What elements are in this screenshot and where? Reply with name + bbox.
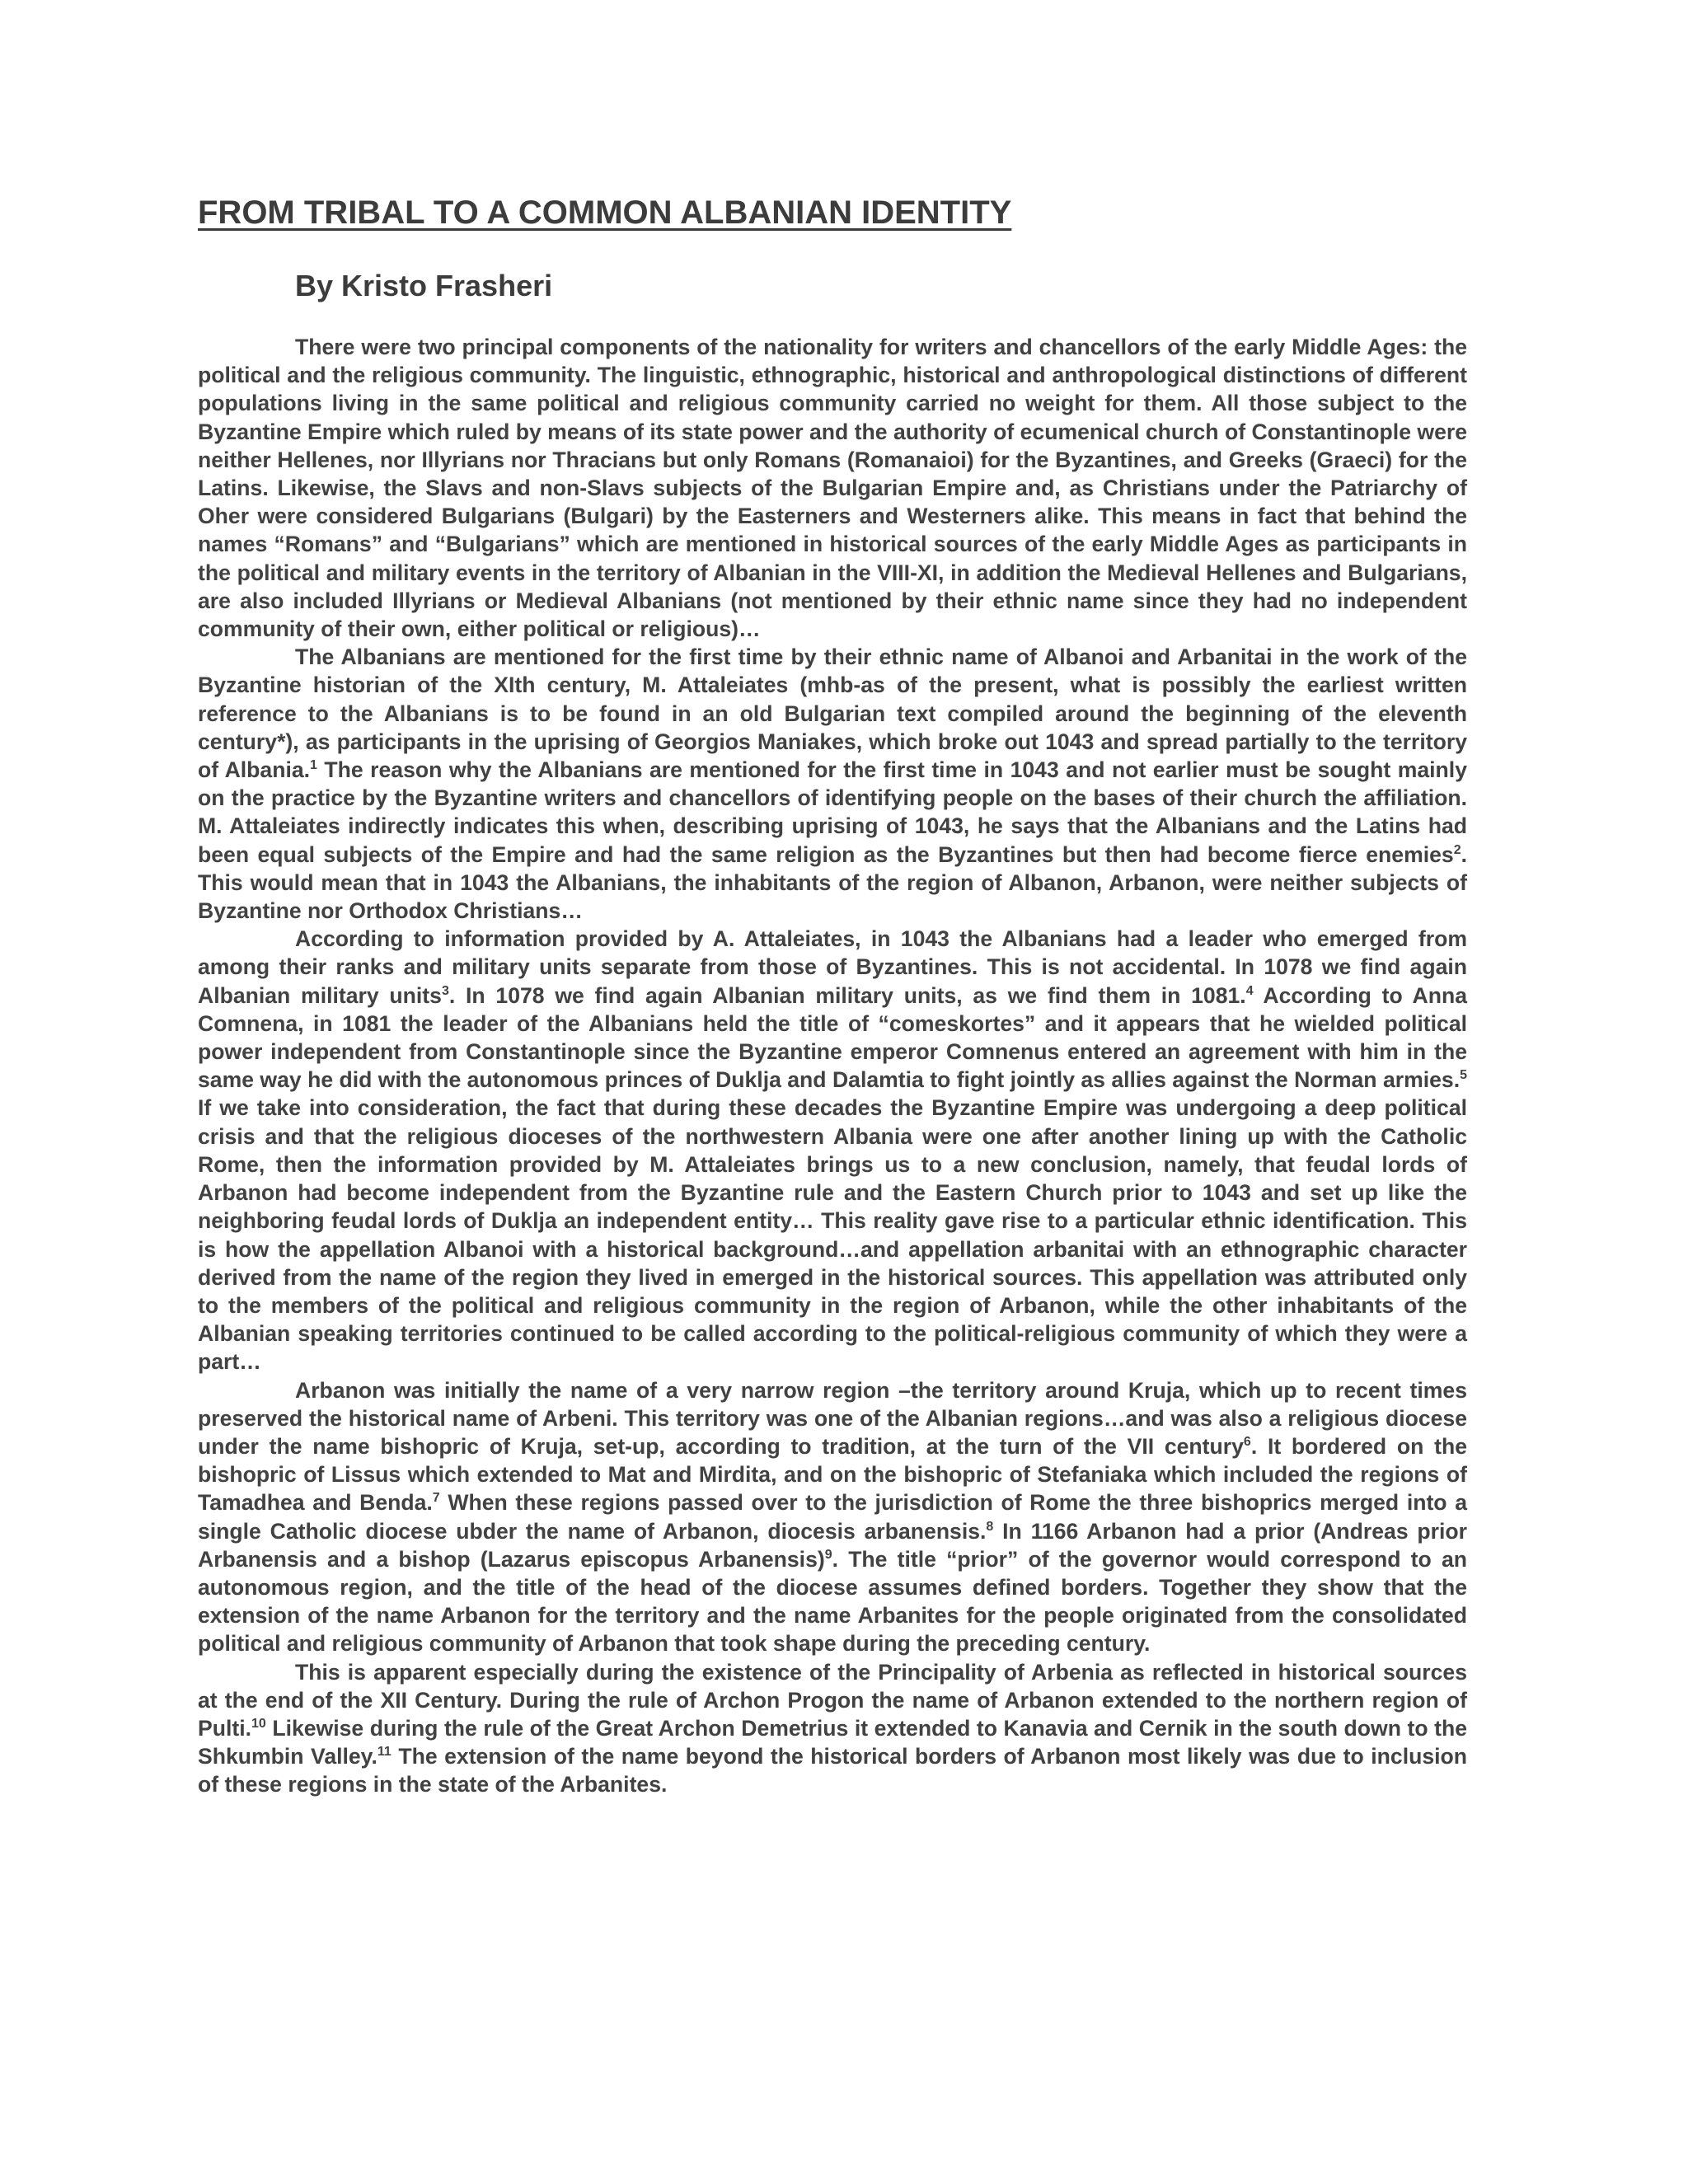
text-run: . The title “prior” of the governor would correspond to an autonomous region, and the title of the head of the diocese assumes defined borders. Together they show that the extension of the name Arbanon for the territory and the name Arbanites for the people originated from the consolidated political and religious community of Arbanon that took shape during the preceding century. (198, 1546, 1467, 1657)
text-run: According to information provided by A. Attaleiates, in 1043 the Albanians had a leader who emerged from among their ranks and military units separate from those of Byzantines. This is not accidental. In 1078 we find again Albanian military units (198, 926, 1467, 1008)
author-byline: By Kristo Frasheri (295, 269, 553, 302)
text-run: . This would mean that in 1043 the Albanians, the inhabitants of the region of Albanon, Arbanon, were neither subjects of Byzantine nor Orthodox Christians… (198, 841, 1467, 924)
text-run: When these regions passed over to the jurisdiction of Rome the three bishoprics merged into a single Catholic diocese ubder the name of Arbanon, diocesis arbanensis. (198, 1490, 1467, 1544)
text-run: According to Anna Comnena, in 1081 the leader of the Albanians held the title of “comeskortes” and it appears that he wielded political power independent from Constantinople since the Byzantine emperor Comnenus entered an agreement with him in the same way he did with the autonomous princes of Duklja and Dalamtia to fight jointly as allies against the Norman armies. (198, 982, 1468, 1093)
footnote-marker: 10 (251, 1717, 266, 1732)
paragraph-1 (198, 333, 1467, 643)
text-run: Arbanon was initially the name of a very narrow region –the territory around Kruja, which up to recent times preserved the historical name of Arbeni. This territory was one of the Albanian regions…and was also a religious diocese under the name bishopric of Kruja, set-up, according to tradition, at the turn of the VII century (198, 1377, 1467, 1459)
text-run: The Albanians are mentioned for the first time by their ethnic name of Albanoi and Arbanitai in the work of the Byzantine historian of the XIth century, M. Attaleiates (mhb-as of the present, what is possibly the earliest written reference to the Albanians is to be found in an old Bulgarian text compiled around the beginning of the eleventh century*), as participants in the uprising of Georgios Maniakes, which broke out 1043 and spread partially to the territory of Albania. (198, 644, 1467, 783)
footnote-marker: 3 (441, 983, 449, 998)
text-run: . In 1078 we find again Albanian military units, as we find them in 1081. (448, 982, 1246, 1008)
paragraph-2 (198, 643, 1467, 925)
footnote-marker: 8 (986, 1519, 994, 1534)
footnote-marker: 6 (1243, 1435, 1251, 1450)
text-run: There were two principal components of the nationality for writers and chancellors of the early Middle Ages: the political and the religious community. The linguistic, ethnographic, historical and anthropological distinctions of different populations living in the same political and religious community carried no weight for them. All those subject to the Byzantine Empire which ruled by means of its state power and the authority of ecumenical church of Constantinople were neither Hellenes, nor Illyrians nor Thracians but only Romans (Romanaioi) for the Byzantines, and Greeks (Graeci) for the Latins. Likewise, the Slavs and non-Slavs subjects of the Bulgarian Empire and, as Christians under the Patriarchy of Oher were considered Bulgarians (Bulgari) by the Easterners and Westerners alike. This means in fact that behind the names “Romans” and “Bulgarians” which are mentioned in historical sources of the early Middle Ages as participants in the political and military events in the territory of Albanian in the VIII-XI, in addition the Medieval Hellenes and Bulgarians, are also included Illyrians or Medieval Albanians (not mentioned by their ethnic name since they had no independent community of their own, either political or religious)… (198, 335, 1467, 642)
text-run: The extension of the name beyond the historical borders of Arbanon most likely was due to inclusion of these regions in the state of the Arbanites. (198, 1744, 1467, 1797)
text-run: . It bordered on the bishopric of Lissus which extended to Mat and Mirdita, and on the bishopric of Stefaniaka which included the regions of Tamadhea and Benda. (198, 1433, 1468, 1516)
footnote-marker: 1 (310, 758, 317, 773)
footnote-marker: 11 (377, 1745, 392, 1760)
text-run: This is apparent especially during the existence of the Principality of Arbenia as reflected in historical sources at the end of the XII Century. During the rule of Archon Progon the name of Arbanon extended to the northern region of Pulti. (198, 1659, 1467, 1741)
text-run: If we take into consideration, the fact that during these decades the Byzantine Empire was undergoing a deep political crisis and that the religious dioceses of the northwestern Albania were one after another lining up with the Catholic Rome, then the information provided by M. Attaleiates brings us to a new conclusion, namely, that feudal lords of Arbanon had become independent from the Byzantine rule and the Eastern Church prior to 1043 and set up like the neighboring feudal lords of Duklja an independent entity… This reality gave rise to a particular ethnic identification. This is how the appellation Albanoi with a historical background…and appellation arbanitai with an ethnographic character derived from the name of the region they lived in emerged in the historical sources. This appellation was attributed only to the members of the political and religious community in the region of Arbanon, while the other inhabitants of the Albanian speaking territories continued to be called according to the political-religious community of which they were a part… (198, 1095, 1467, 1375)
footnote-marker: 2 (1453, 842, 1461, 857)
footnote-marker: 4 (1245, 983, 1254, 998)
paragraph-5 (198, 1658, 1467, 1799)
text-run: In 1166 Arbanon had a prior (Andreas prior Arbanensis and a bishop (Lazarus episcopus Arbanensis) (198, 1518, 1467, 1572)
page-title: FROM TRIBAL TO A COMMON ALBANIAN IDENTITY (198, 194, 1012, 231)
paragraph-4 (198, 1376, 1467, 1658)
footnote-marker: 7 (432, 1491, 440, 1506)
paragraph-3 (198, 925, 1467, 1376)
footnote-marker: 9 (824, 1547, 832, 1562)
article-body (198, 333, 1467, 1799)
text-run: The reason why the Albanians are mentioned for the first time in 1043 and not earlier must be sought mainly on the practice by the Byzantine writers and chancellors of identifying people on the bases of their church the affiliation. M. Attaleiates indirectly indicates this when, describing uprising of 1043, he says that the Albanians and the Latins had been equal subjects of the Empire and had the same religion as the Byzantines but then had become fierce enemies (198, 757, 1467, 867)
text-run: Likewise during the rule of the Great Archon Demetrius it extended to Kanavia and Cernik in the south down to the Shkumbin Valley. (198, 1715, 1467, 1769)
footnote-marker: 5 (1460, 1068, 1467, 1083)
